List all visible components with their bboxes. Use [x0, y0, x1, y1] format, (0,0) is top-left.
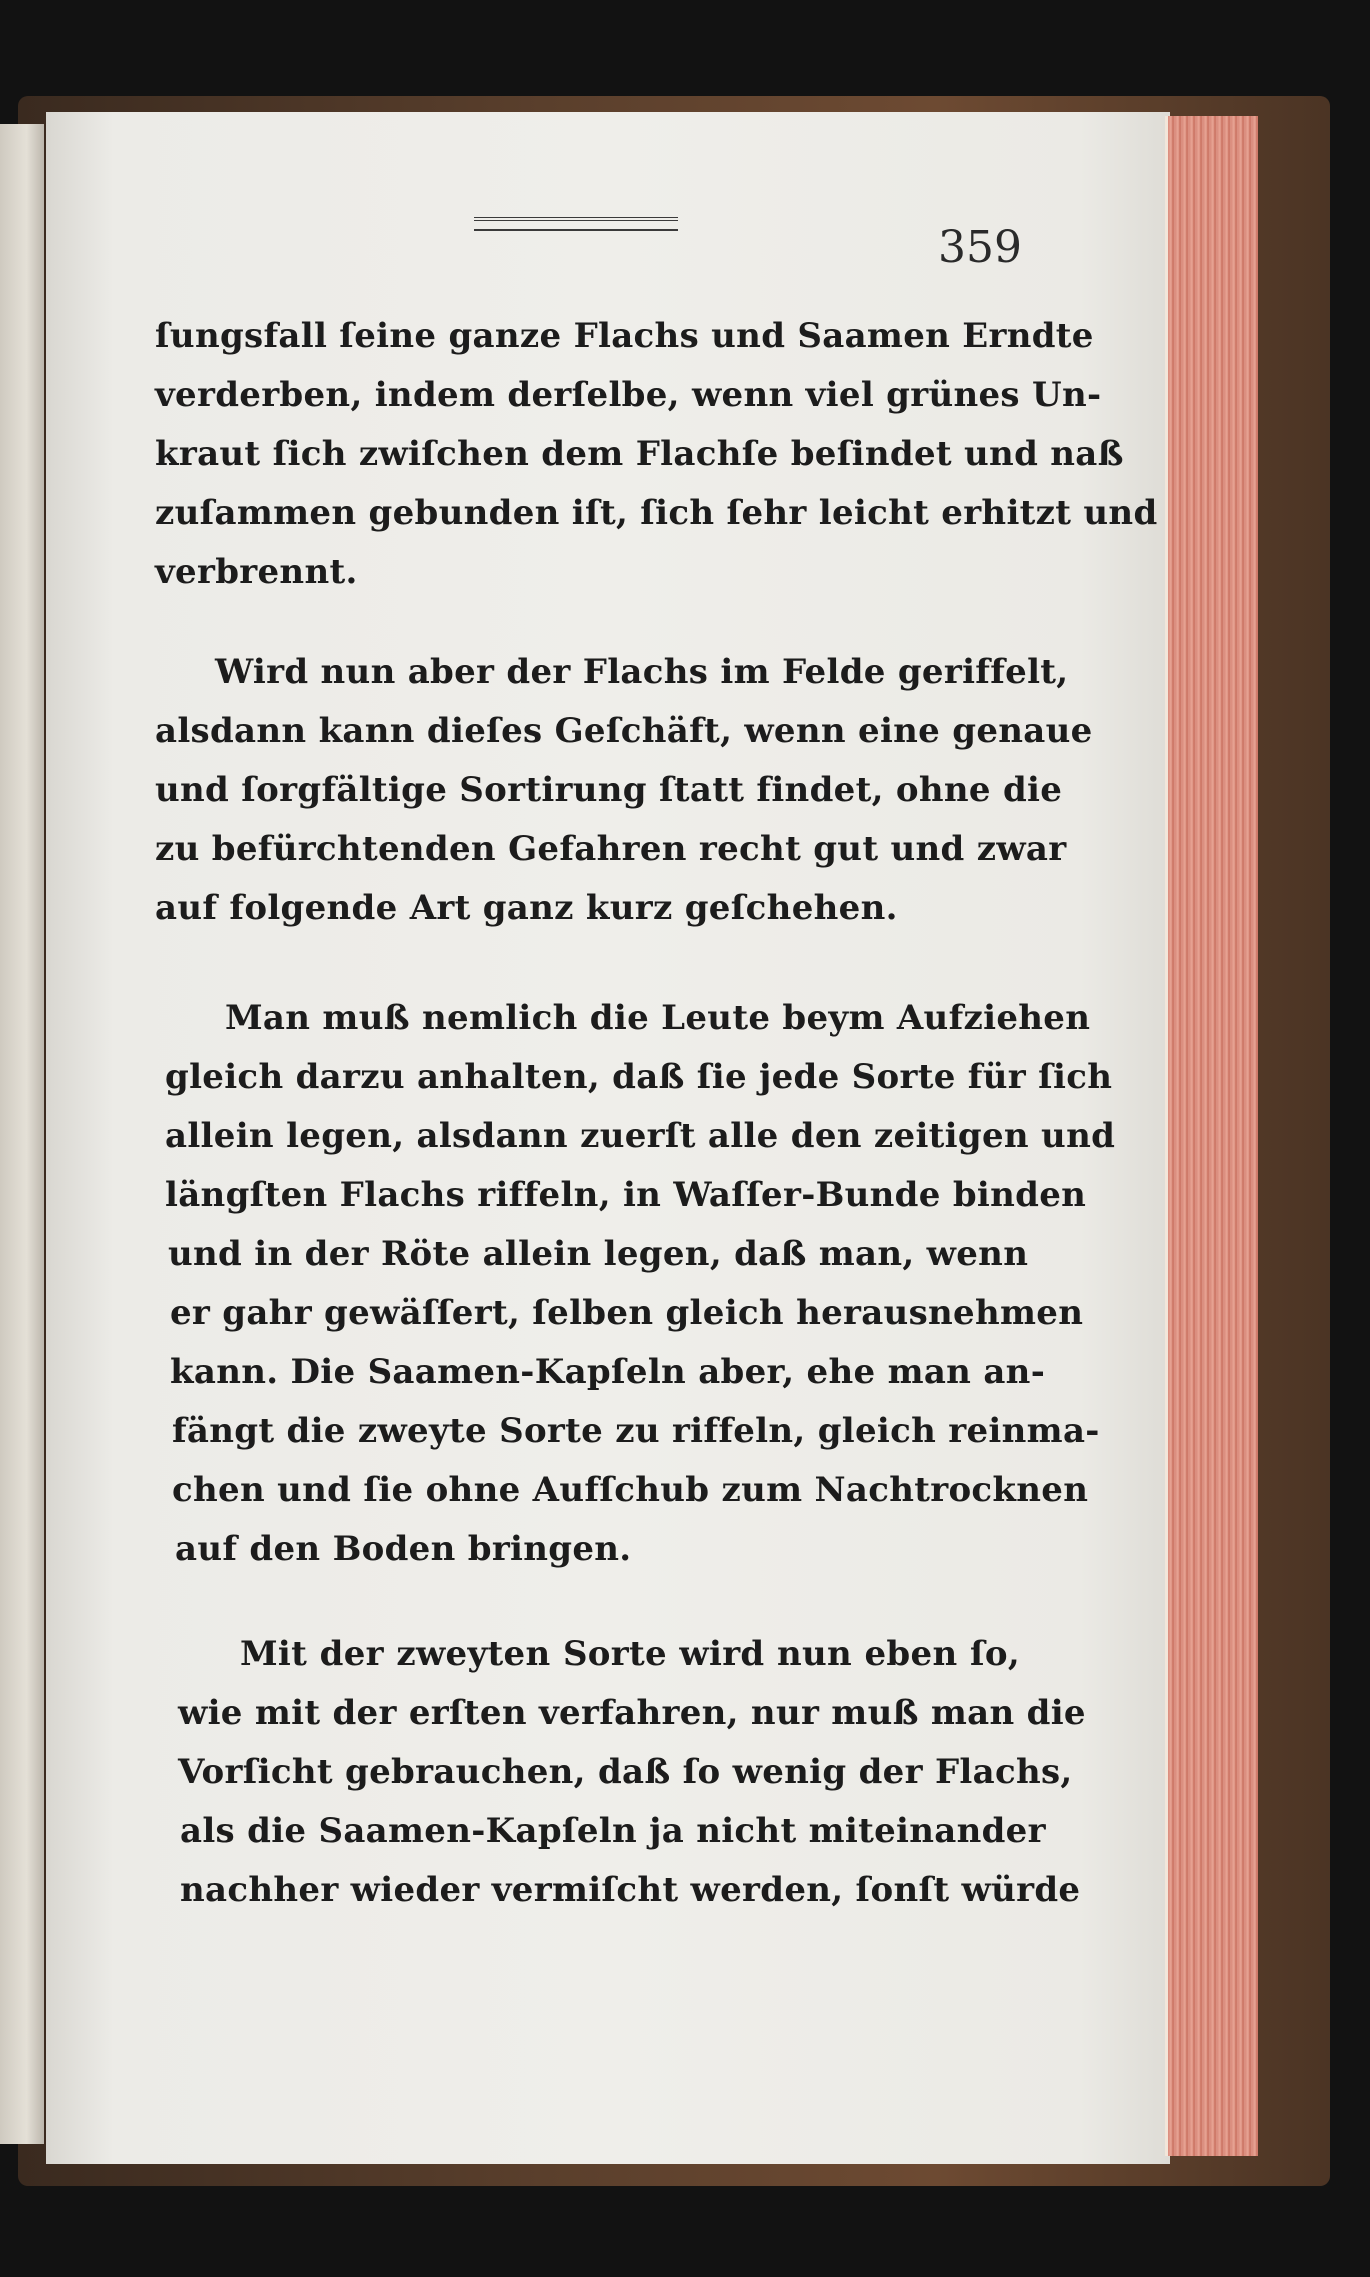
- text-line: auf den Boden bringen.: [175, 1529, 632, 1569]
- text-line: Man muß nemlich die Leute beym Aufziehen: [225, 998, 1091, 1038]
- page-edges: [1165, 116, 1258, 2156]
- page-number: 359: [938, 222, 1022, 273]
- text-line: als die Saamen-Kapſeln ja nicht miteinander: [180, 1811, 1046, 1851]
- text-line: zu befürchtenden Gefahren recht gut und zwar: [155, 829, 1067, 869]
- text-line: Mit der zweyten Sorte wird nun eben ſo,: [240, 1634, 1020, 1674]
- text-line: gleich darzu anhalten, daß ſie jede Sorte für ſich: [165, 1057, 1113, 1097]
- text-line: er gahr gewäſſert, ſelben gleich herausnehmen: [170, 1293, 1084, 1333]
- text-line: auf folgende Art ganz kurz geſchehen.: [155, 888, 898, 928]
- text-line: verbrennt.: [155, 552, 358, 592]
- header-rule: [474, 217, 678, 231]
- text-line: zuſammen gebunden iſt, ſich ſehr leicht erhitzt und: [155, 493, 1158, 533]
- text-line: alsdann kann dieſes Geſchäft, wenn eine genaue: [155, 711, 1093, 751]
- text-line: fängt die zweyte Sorte zu riffeln, gleich reinma-: [172, 1411, 1100, 1451]
- text-line: längſten Flachs riffeln, in Waſſer-Bunde binden: [165, 1175, 1087, 1215]
- text-line: ſungsfall ſeine ganze Flachs und Saamen Erndte: [155, 316, 1094, 356]
- text-line: allein legen, alsdann zuerſt alle den zeitigen und: [165, 1116, 1116, 1156]
- text-line: Wird nun aber der Flachs im Felde geriffelt,: [215, 652, 1069, 692]
- text-line: nachher wieder vermiſcht werden, ſonſt würde: [180, 1870, 1081, 1910]
- text-line: kann. Die Saamen-Kapſeln aber, ehe man an-: [170, 1352, 1046, 1392]
- text-line: wie mit der erſten verfahren, nur muß man die: [178, 1693, 1086, 1733]
- text-line: und ſorgfältige Sortirung ſtatt findet, ohne die: [155, 770, 1063, 810]
- left-page-edge: [0, 124, 44, 2144]
- text-line: Vorſicht gebrauchen, daß ſo wenig der Flachs,: [178, 1752, 1073, 1792]
- text-line: und in der Röte allein legen, daß man, wenn: [168, 1234, 1029, 1274]
- text-line: verderben, indem derſelbe, wenn viel grünes Un-: [155, 375, 1102, 415]
- text-line: kraut ſich zwiſchen dem Flachſe beſindet und naß: [155, 434, 1124, 474]
- text-line: chen und ſie ohne Aufſchub zum Nachtrocknen: [172, 1470, 1089, 1510]
